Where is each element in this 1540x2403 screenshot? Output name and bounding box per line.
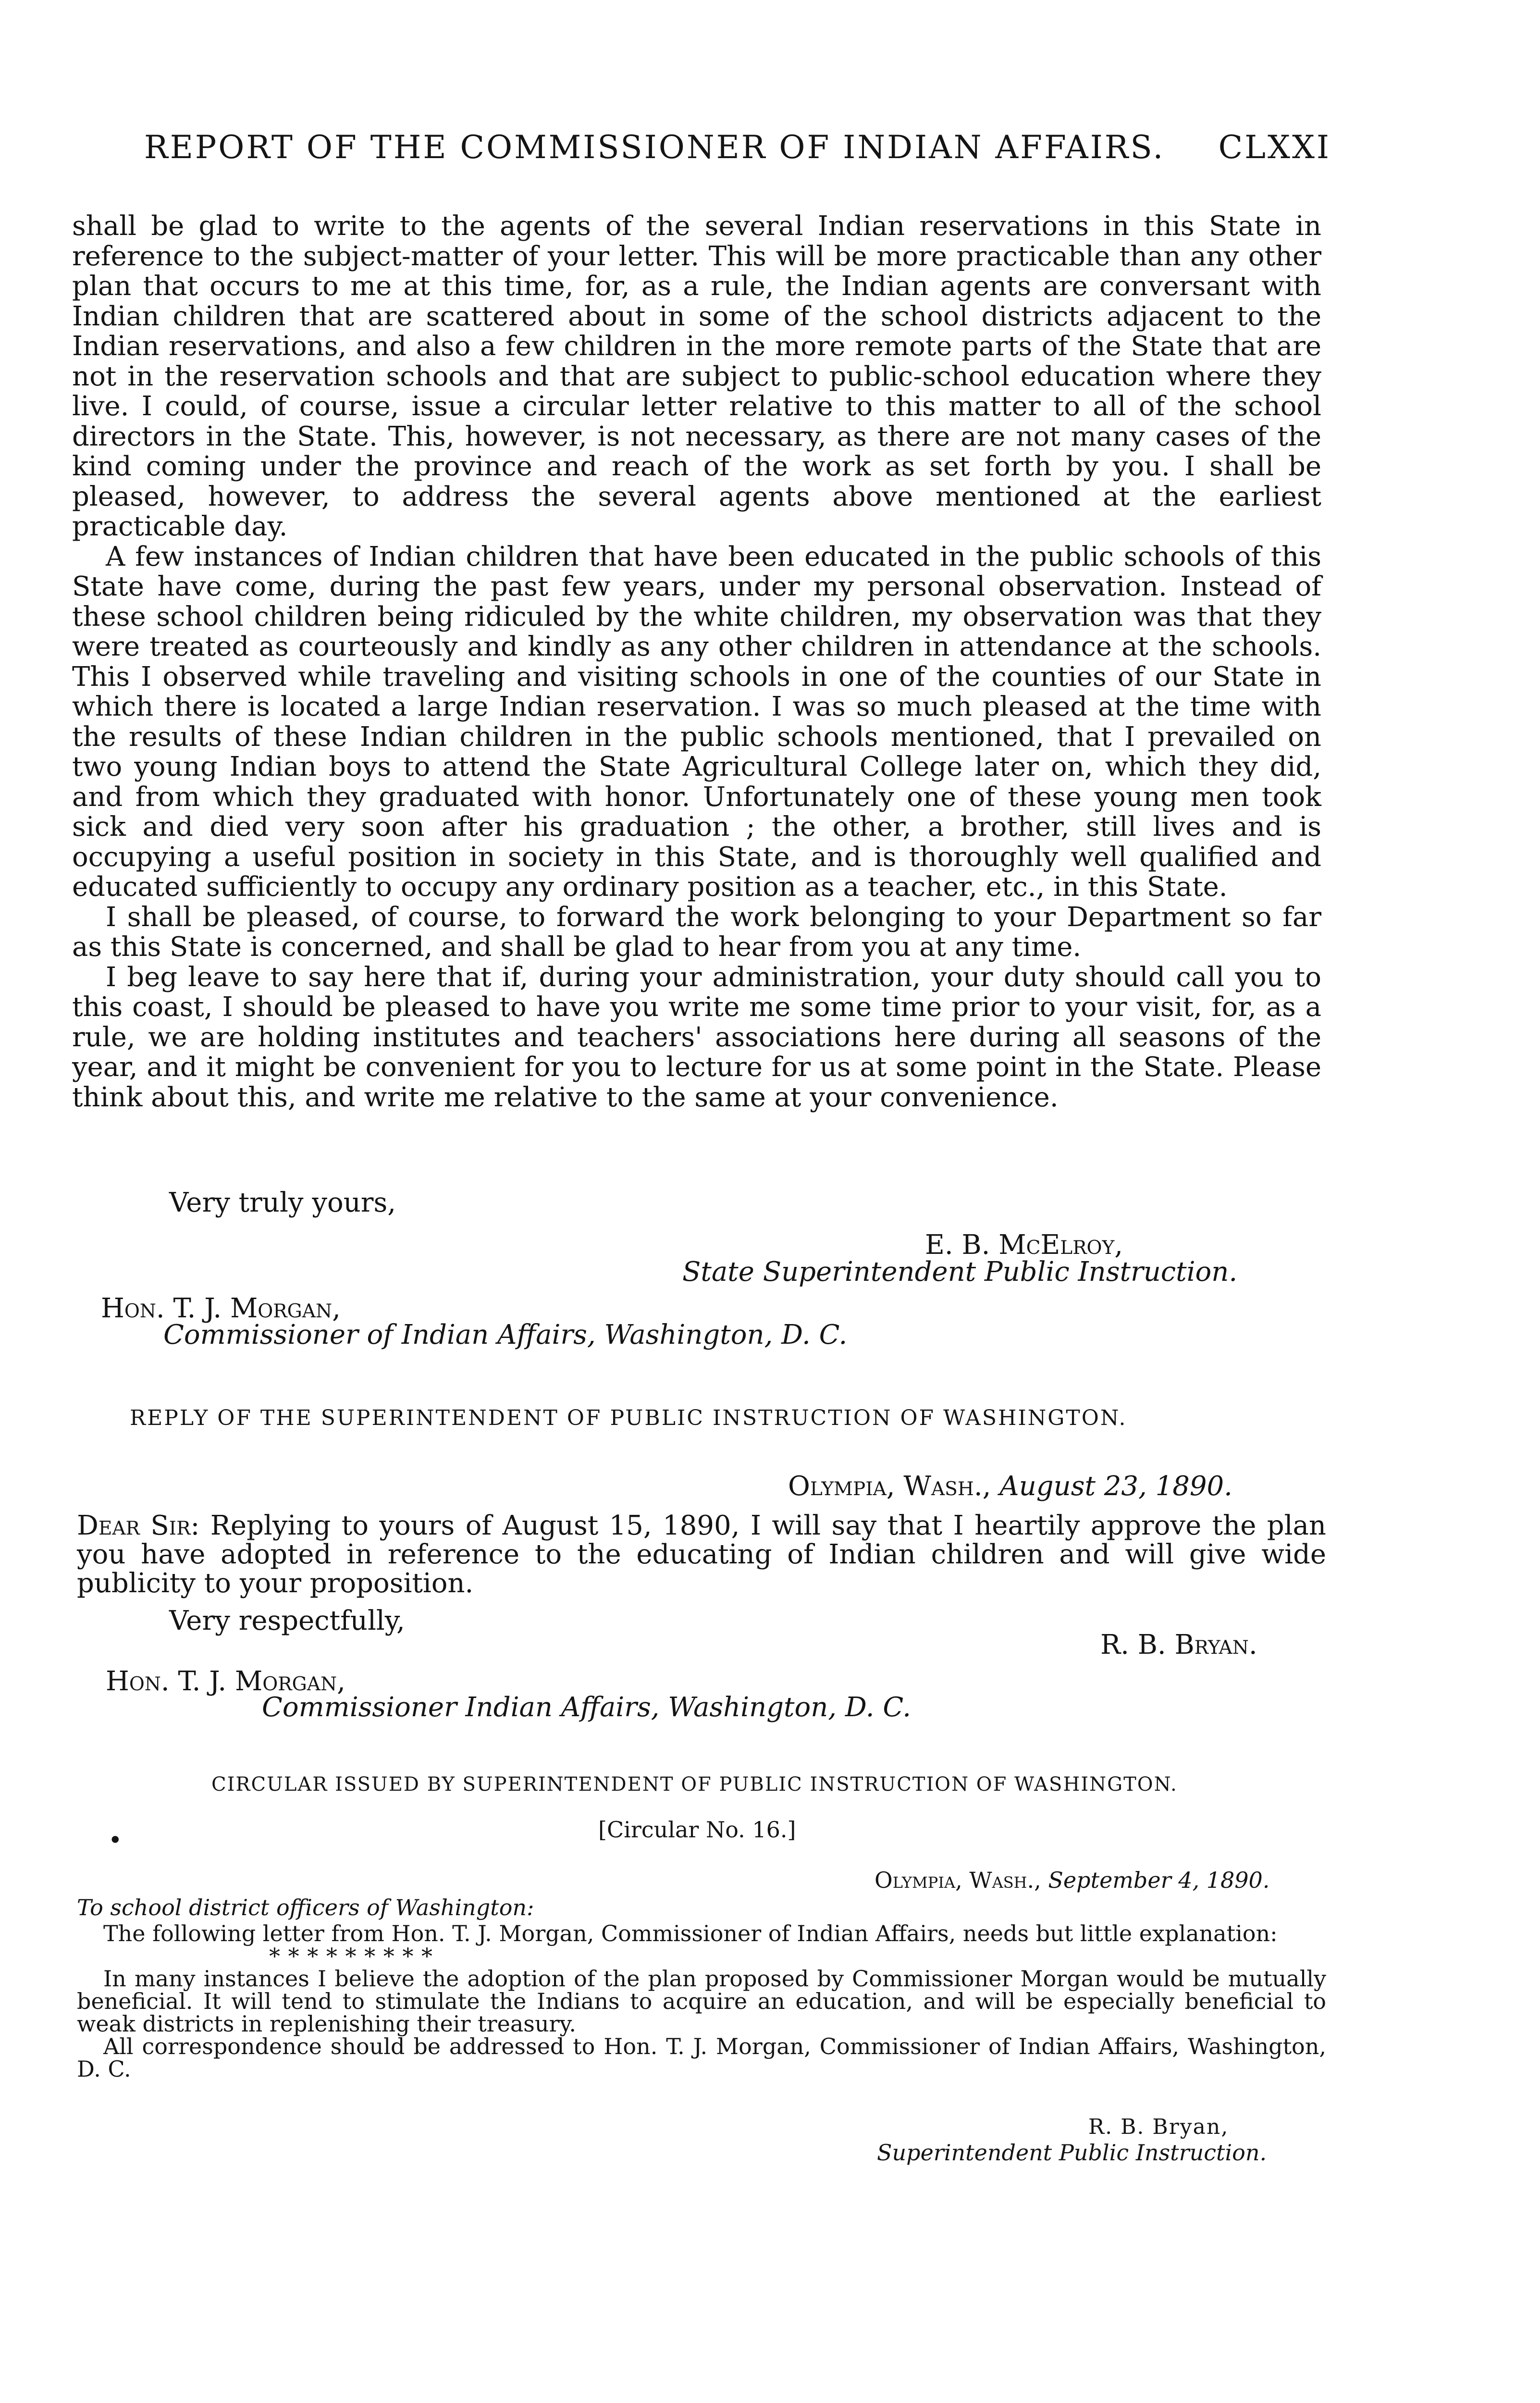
- paragraph: [77, 1511, 1326, 1598]
- reply-signer: R. B. Bryan.: [1100, 1629, 1257, 1660]
- signer-title: State Superintendent Public Instruction.: [682, 1256, 1238, 1288]
- salutation: Dear Sir:: [77, 1510, 200, 1541]
- paragraph: In many instances I believe the adoption of the plan proposed by Commissioner Morgan would be mutually beneficial. It will tend to stimulate the Indians to acquire an education, and will be especially beneficial to weak districts in replenishing their treasury.: [77, 1966, 1326, 2037]
- page-number: CLXXI: [1218, 129, 1331, 166]
- addressee-name: Hon. T. J. Morgan,: [101, 1293, 341, 1324]
- dateline-date: August 23, 1890.: [999, 1471, 1232, 1502]
- paragraph: I shall be pleased, of course, to forward the work belonging to your Department so far as this State is concerned, and shall be glad to hear from you at any time.: [72, 901, 1321, 963]
- letter-closing: Very truly yours,: [169, 1187, 396, 1218]
- reply-addressee-title: Commissioner Indian Affairs, Washington, D. C.: [262, 1692, 912, 1723]
- dot-mark: •: [108, 1826, 123, 1854]
- reply-addressee-name: Hon. T. J. Morgan,: [106, 1666, 345, 1697]
- ellipsis-stars: * * * * * * * * *: [269, 1943, 433, 1969]
- dateline: [788, 1471, 1232, 1502]
- running-title: REPORT OF THE COMMISSIONER OF INDIAN AFFAIRS.: [144, 129, 1165, 166]
- addressee-title: Commissioner of Indian Affairs, Washington, D. C.: [163, 1319, 848, 1350]
- section-heading-circular: CIRCULAR ISSUED BY SUPERINTENDENT OF PUBLIC INSTRUCTION OF WASHINGTON.: [211, 1773, 1178, 1796]
- paragraph: A few instances of Indian children that have been educated in the public schools of this State have come, during the past few years, under my personal observation. Instead of these school children being ridiculed by the white children, my observation was that they were treated as courteously and kindly as any other children in attendance at the schools. This I observed while traveling and visiting schools in one of the counties of our State in which there is located a large Indian reservation. I was so much pleased at the time with the results of these Indian children in the public schools mentioned, that I prevailed on two young Indian boys to attend the State Agricultural College later on, which they did, and from which they graduated with honor. Unfortunately one of these young men took sick and died very soon after his graduation ; the other, a brother, still lives and is occupying a useful position in society in this State, and is thoroughly well qualified and educated sufficiently to occupy any ordinary position as a teacher, etc., in this State.: [72, 541, 1321, 903]
- circular-number: [Circular No. 16.]: [598, 1817, 796, 1843]
- paragraph: All correspondence should be addressed to Hon. T. J. Morgan, Commissioner of Indian Affairs, Washington, D. C.: [77, 2033, 1326, 2082]
- signer-name: E. B. McElroy,: [925, 1229, 1123, 1261]
- dateline-date: September 4, 1890.: [1048, 1867, 1270, 1893]
- reply-closing: Very respectfully,: [169, 1605, 405, 1636]
- running-header: [144, 129, 1331, 177]
- paragraph: shall be glad to write to the agents of the several Indian reservations in this State in reference to the subject-matter of your letter. This will be more practicable than any other plan that occurs to me at this time, for, as a rule, the Indian agents are conversant with Indian children that are scattered about in some of the school districts adjacent to the Indian reservations, and also a few children in the more remote parts of the State that are not in the reservation schools and that are subject to public-school education where they live. I could, of course, issue a circular letter relative to this matter to all of the school directors in the State. This, however, is not necessary, as there are not many cases of the kind coming under the province and reach of the work as set forth by you. I shall be pleased, however, to address the several agents above mentioned at the earliest practicable day.: [72, 211, 1321, 542]
- reply-text: Replying to yours of August 15, 1890, I will say that I heartily approve the plan you have adopted in reference to the educating of Indian children and will give wide publicity to your proposition.: [77, 1510, 1326, 1599]
- circular-signer-title: Superintendent Public Instruction.: [877, 2140, 1267, 2166]
- circular-dateline: [875, 1867, 1269, 1893]
- letter-body: [72, 211, 1321, 1113]
- section-heading-reply: REPLY OF THE SUPERINTENDENT OF PUBLIC INSTRUCTION OF WASHINGTON.: [130, 1406, 1127, 1430]
- reply-body: [77, 1511, 1326, 1598]
- dateline-place: Olympia, Wash.,: [875, 1867, 1041, 1893]
- paragraph: I beg leave to say here that if, during your administration, your duty should call you to this coast, I should be pleased to have you write me some time prior to your visit, for, as a rule, we are holding institutes and teachers' associations here during all seasons of the year, and it might be convenient for you to lecture for us at some point in the State. Please think about this, and write me relative to the same at your convenience.: [72, 961, 1321, 1113]
- paragraph: The following letter from Hon. T. J. Morgan, Commissioner of Indian Affairs, needs but little explanation:: [103, 1920, 1278, 1946]
- circular-address: To school district officers of Washington:: [77, 1895, 534, 1920]
- dateline-place: Olympia, Wash.,: [788, 1471, 991, 1502]
- circular-signer: R. B. Bryan,: [1088, 2115, 1229, 2139]
- circular-body: [77, 1922, 1326, 2081]
